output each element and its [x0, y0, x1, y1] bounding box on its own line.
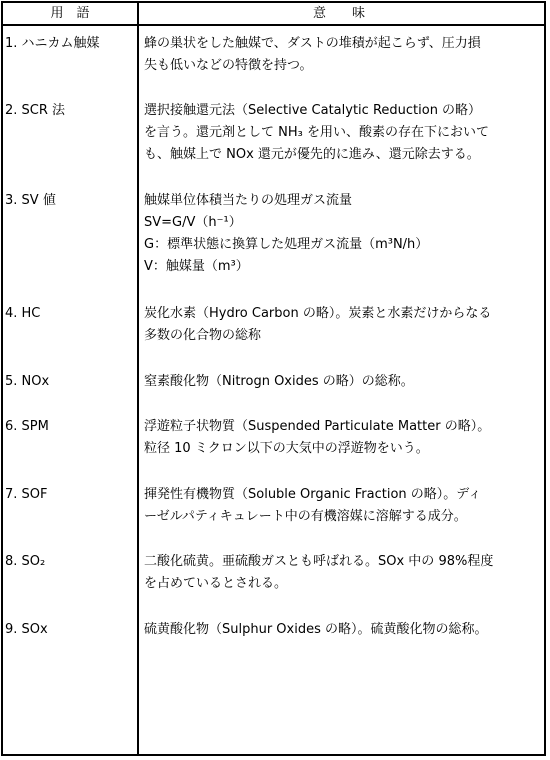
meaning-line: V：触媒量（m³）	[144, 259, 249, 274]
meaning-hc	[144, 303, 544, 347]
meaning-line: 触媒単位体積当たりの処理ガス流量	[144, 193, 353, 208]
meaning-line: 炭化水素（Hydro Carbon の略）。炭素と水素だけからなる	[144, 306, 492, 321]
meaning-honeycomb	[144, 33, 544, 77]
meaning-line: 蜂の巣状をした触媒で、ダストの堆積が起こらず、圧力損	[144, 36, 481, 51]
term-scr: 2. SCR 法	[5, 103, 66, 118]
term-nox: 5. NOx	[5, 374, 50, 389]
term-hc: 4. HC	[5, 306, 41, 321]
meaning-line: 窒素酸化物（Nitrogn Oxides の略）の総称。	[144, 374, 414, 389]
meaning-sox	[144, 619, 544, 641]
meaning-line: G：標準状態に換算した処理ガス流量（m³N/h）	[144, 237, 429, 252]
meaning-nox	[144, 371, 544, 393]
term-spm: 6. SPM	[5, 419, 49, 434]
meaning-so2	[144, 551, 544, 595]
header-term: 用 語	[50, 6, 90, 21]
meaning-line: 硫黄酸化物（Sulphur Oxides の略）。硫黄酸化物の総称。	[144, 622, 488, 637]
meaning-line: 浮遊粒子状物質（Suspended Particulate Matter の略）。	[144, 419, 491, 434]
meaning-line: 失も低いなどの特徴を持つ。	[144, 58, 313, 73]
meaning-sof	[144, 484, 544, 528]
column-divider	[137, 3, 139, 754]
terms-table	[1, 1, 546, 756]
term-sof: 7. SOF	[5, 487, 48, 502]
meaning-line: SV=G/V（h⁻¹）	[144, 215, 242, 230]
meaning-line: 選択接触還元法（Selective Catalytic Reduction の略）	[144, 103, 482, 118]
term-sox: 9. SOx	[5, 622, 48, 637]
term-honeycomb: 1. ハニカム触媒	[5, 36, 100, 51]
meaning-line: 揮発性有機物質（Soluble Organic Fraction の略）。ディ	[144, 487, 482, 502]
meaning-scr	[144, 100, 544, 166]
meaning-line: 粒径 10 ミクロン以下の大気中の浮遊物をいう。	[144, 441, 429, 456]
meaning-line: も、触媒上で NOx 還元が優先的に進み、還元除去する。	[144, 147, 480, 162]
header-divider	[3, 24, 544, 26]
meaning-line: を占めているとされる。	[144, 576, 288, 591]
header-meaning: 意 味	[312, 6, 365, 21]
meaning-line: を言う。還元剤として NH₃ を用い、酸素の存在下において	[144, 125, 489, 140]
meaning-sv	[144, 190, 544, 278]
meaning-line: 二酸化硫黄。亜硫酸ガスとも呼ばれる。SOx 中の 98%程度	[144, 554, 494, 569]
meaning-spm	[144, 416, 544, 460]
term-sv: 3. SV 値	[5, 193, 56, 208]
meaning-line: ーゼルパティキュレート中の有機溶媒に溶解する成分。	[144, 509, 467, 524]
meaning-line: 多数の化合物の総称	[144, 328, 262, 343]
term-so2: 8. SO₂	[5, 554, 46, 569]
